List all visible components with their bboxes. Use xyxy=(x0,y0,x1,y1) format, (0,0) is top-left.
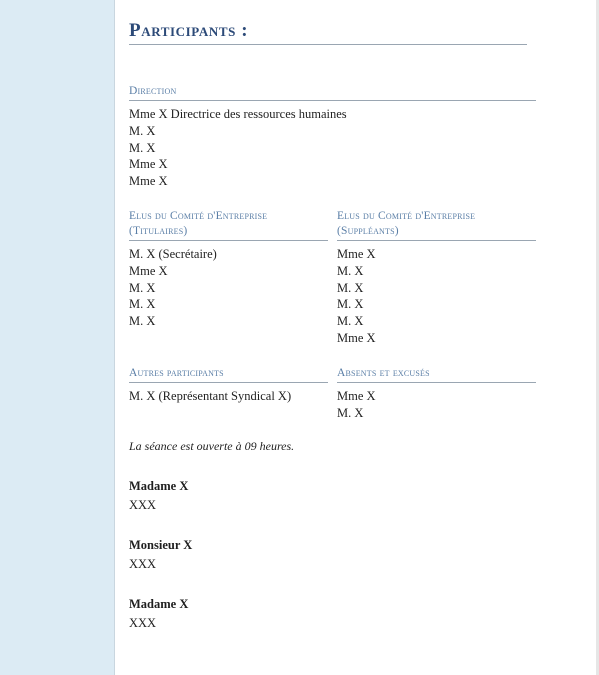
list-item: M. X xyxy=(129,140,156,155)
list-item: Mme X xyxy=(129,263,168,278)
speaker-text: XXX xyxy=(129,616,157,630)
suppleants-list xyxy=(337,246,536,347)
list-item: M. X xyxy=(129,280,156,295)
speaker-name: Monsieur X xyxy=(129,538,193,552)
list-item: Mme X xyxy=(129,157,168,172)
list-item: Mme X Directrice des ressources humaines xyxy=(129,107,347,121)
speaker-block xyxy=(129,538,192,572)
list-item: M. X xyxy=(129,123,156,138)
left-sidebar-band xyxy=(0,0,115,675)
opening-statement: La séance est ouverte à 09 heures. xyxy=(129,439,295,453)
titulaires-list xyxy=(129,246,328,330)
speaker-block xyxy=(129,479,188,513)
section-label-absents: Absents et excusés xyxy=(337,366,536,383)
section-label-autres: Autres participants xyxy=(129,366,328,383)
speaker-block xyxy=(129,597,188,631)
list-item: M. X (Secrétaire) xyxy=(129,247,217,261)
section-titulaires xyxy=(129,209,328,330)
page-title: Participants : xyxy=(129,20,527,45)
section-label-line: Elus du Comité d'Entreprise xyxy=(337,210,476,222)
section-label-line: (Titulaires) xyxy=(129,225,188,237)
direction-list xyxy=(129,106,536,190)
list-item: M. X xyxy=(337,280,364,295)
section-label-line: (Suppléants) xyxy=(337,225,399,237)
section-label-line: Elus du Comité d'Entreprise xyxy=(129,210,268,222)
absents-list xyxy=(337,388,536,422)
speaker-name: Madame X xyxy=(129,597,189,611)
list-item: M. X xyxy=(129,314,156,329)
speaker-name: Madame X xyxy=(129,479,189,493)
speaker-text: XXX xyxy=(129,498,157,512)
section-label-suppleants xyxy=(337,209,536,241)
list-item: Mme X xyxy=(129,174,168,189)
list-item: M. X xyxy=(337,297,364,312)
list-item: Mme X xyxy=(337,389,376,403)
section-label-titulaires xyxy=(129,209,328,241)
section-direction xyxy=(129,84,536,190)
autres-list xyxy=(129,388,328,405)
list-item: M. X xyxy=(129,297,156,312)
list-item: M. X (Représentant Syndical X) xyxy=(129,389,292,403)
list-item: M. X xyxy=(337,314,364,329)
list-item: M. X xyxy=(337,405,364,420)
speaker-text: XXX xyxy=(129,557,157,571)
section-autres-participants xyxy=(129,366,328,405)
list-item: M. X xyxy=(337,263,364,278)
section-absents xyxy=(337,366,536,422)
list-item: Mme X xyxy=(337,247,376,261)
section-suppleants xyxy=(337,209,536,347)
section-label-direction: Direction xyxy=(129,84,536,101)
list-item: Mme X xyxy=(337,330,376,345)
